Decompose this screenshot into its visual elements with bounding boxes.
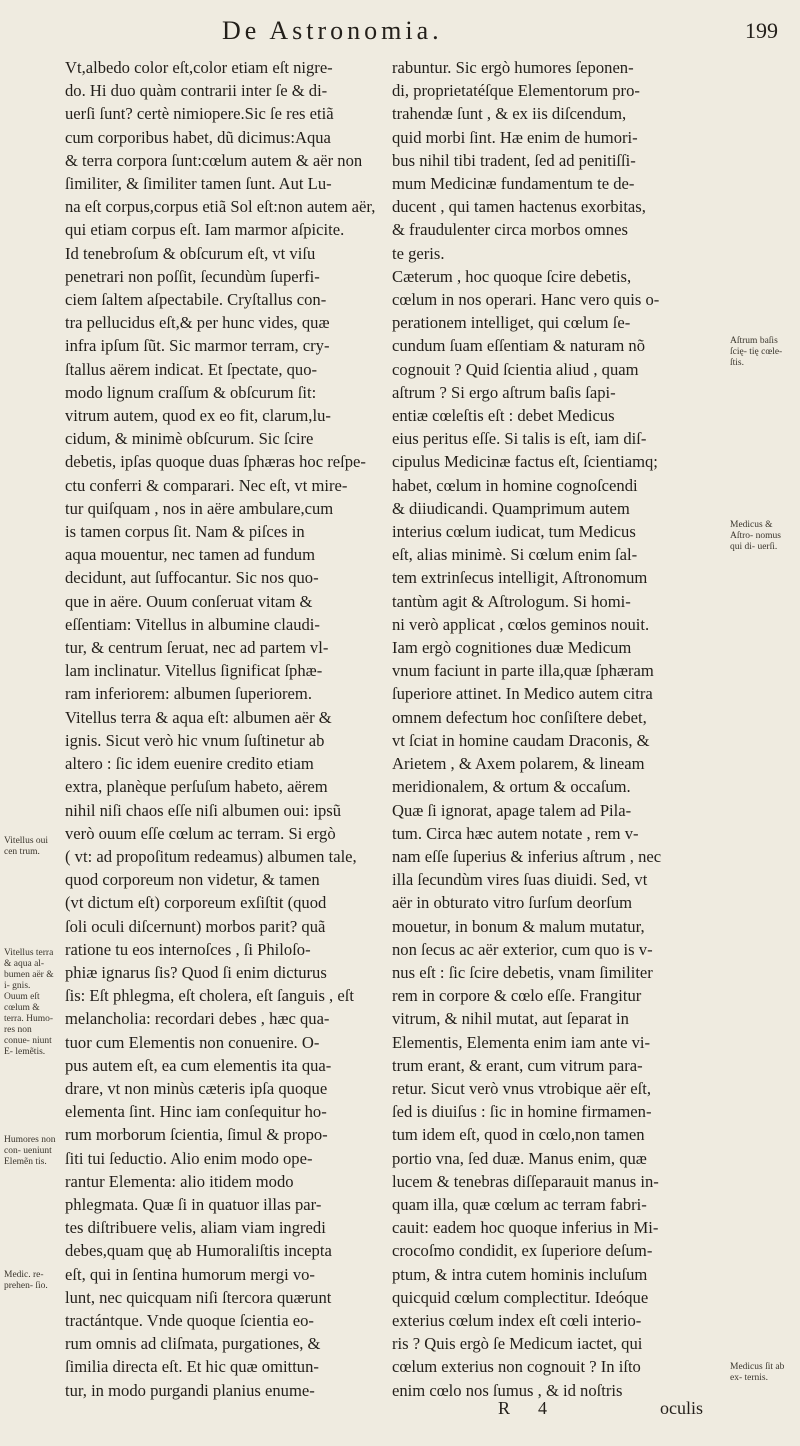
text-line: Id tenebroſum & obſcurum eſt, vt viſu xyxy=(65,243,316,263)
text-line: debes,quam quę ab Humoraliſtis incepta xyxy=(65,1241,332,1261)
text-line: infra ipſum ſũt. Sic marmor terram, cry- xyxy=(65,336,330,356)
text-line: (vt dictum eſt) corporeum exſiſtit (quod xyxy=(65,893,327,913)
left-text-column xyxy=(65,56,381,1402)
text-line: ſimiliter, & ſimiliter tamen ſunt. Aut Lu- xyxy=(65,174,332,194)
margin-note-left-2: Vitellus terra & aqua al- bumen aër & i- gnis. Ouum eſt cœlum & terra. Humo- res non conue- niunt E- lemẽtis. xyxy=(4,948,54,1057)
text-line: eſt, alias minimè. Si cœlum enim ſal- xyxy=(392,545,638,565)
text-line: ciem ſaltem aſpectabile. Cryſtallus con- xyxy=(65,290,327,310)
text-line: melancholia: recordari debes , hæc qua- xyxy=(65,1009,330,1029)
text-line: tur quiſquam , nos in aëre ambulare,cum xyxy=(65,498,334,518)
text-line: phiæ ignarus ſis? Quod ſi enim dicturus xyxy=(65,962,327,982)
text-line: retur. Sicut verò vnus vtrobique aër eſt, xyxy=(392,1078,651,1098)
text-line: vnum faciunt in parte illa,quæ ſphæram xyxy=(392,661,654,681)
text-line: ignis. Sicut verò hic vnum ſuſtinetur ab xyxy=(65,730,325,750)
text-line: tra pellucidus eſt,& per hunc vides, quæ xyxy=(65,313,330,333)
text-line: tuor cum Elementis non conuenire. O- xyxy=(65,1032,320,1052)
text-line: modo lignum craſſum & obſcurum ſit: xyxy=(65,382,317,402)
text-line: verò ouum eſſe cœlum ac terram. Si ergò xyxy=(65,823,336,843)
text-line: Elementis, Elementa enim iam ante vi- xyxy=(392,1032,651,1052)
text-line: vt ſciat in homine caudam Draconis, & xyxy=(392,730,650,750)
text-line: cum corporibus habet, dũ dicimus:Aqua xyxy=(65,127,331,147)
text-line: & fraudulenter circa morbos omnes xyxy=(392,220,628,240)
text-line: ( vt: ad propoſitum redeamus) albumen tale, xyxy=(65,846,357,866)
text-line: Arietem , & Axem polarem, & lineam xyxy=(392,754,645,774)
text-line: exterius cœlum index eſt cœli interio- xyxy=(392,1310,642,1330)
margin-note-right-2: Medicus & Aſtro- nomus qui di- uerſi. xyxy=(730,520,781,552)
text-line: uerſi ſunt? certè nimiopere.Sic ſe res etiã xyxy=(65,104,334,124)
text-line: is tamen corpus ſit. Nam & piſces in xyxy=(65,522,305,542)
text-line: meridionalem, & ortum & occaſum. xyxy=(392,777,631,797)
text-line: eſt, qui in ſentina humorum mergi vo- xyxy=(65,1264,315,1284)
page-footer xyxy=(480,1398,800,1428)
text-line: cognouit ? Quid ſcientia aliud , quam xyxy=(392,359,639,379)
text-line: vitrum, & nihil mutat, aut ſeparat in xyxy=(392,1009,629,1029)
text-line: Cæterum , hoc quoque ſcire debetis, xyxy=(392,266,632,286)
text-line: mum Medicinæ fundamentum te de- xyxy=(392,174,635,194)
text-line: rum morborum ſcientia, ſimul & propo- xyxy=(65,1125,328,1145)
text-line: elementa ſint. Hinc iam conſequitur ho- xyxy=(65,1102,327,1122)
text-line: vitrum autem, quod ex eo fit, clarum,lu- xyxy=(65,406,331,426)
text-line: Iam ergò cognitiones duæ Medicum xyxy=(392,638,632,658)
text-line: cundum ſuam eſſentiam & naturam nõ xyxy=(392,336,645,356)
text-line: enim cœlo nos ſumus , & id noſtris xyxy=(392,1380,623,1400)
text-line: pus autem eſt, ea cum elementis ita qua- xyxy=(65,1055,332,1075)
text-line: tem extrinſecus intelligit, Aſtronomum xyxy=(392,568,648,588)
running-title: De Astronomia. xyxy=(222,16,443,45)
text-line: ſimilia directa eſt. Et hic quæ omittun- xyxy=(65,1357,319,1377)
text-line: cœlum in nos operari. Hanc vero quis o- xyxy=(392,290,660,310)
text-line: ſuperiore attinet. In Medico autem citra xyxy=(392,684,653,704)
text-line: mouetur, in bonum & malum mutatur, xyxy=(392,916,645,936)
page-header xyxy=(90,10,790,52)
text-line: ſis: Eſt phlegma, eſt cholera, eſt ſanguis , eſt xyxy=(65,986,354,1006)
text-line: cipulus Medicinæ factus eſt, ſcientiamq; xyxy=(392,452,658,472)
text-line: tum. Circa hæc autem notate , rem v- xyxy=(392,823,639,843)
text-line: quid morbi ſint. Hæ enim de humori- xyxy=(392,127,638,147)
text-line: phlegmata. Quæ ſi in quatuor illas par- xyxy=(65,1194,322,1214)
text-line: extra, planèque perſuſum habeto, aërem xyxy=(65,777,328,797)
text-line: lunt, nec quicquam niſi ſtercora quærunt xyxy=(65,1287,332,1307)
text-line: quam illa, quæ cœlum ac terram fabri- xyxy=(392,1194,647,1214)
text-line: ptum, & intra cutem hominis incluſum xyxy=(392,1264,648,1284)
text-line: cœlum exterius non cognouit ? In iſto xyxy=(392,1357,641,1377)
text-line: lam inclinatur. Vitellus ſignificat ſphæ- xyxy=(65,661,323,681)
text-line: qui etiam corpus eſt. Iam marmor aſpicite. xyxy=(65,220,345,240)
text-line: ctu conferri & comparari. Nec eſt, vt mire- xyxy=(65,475,348,495)
text-line: habet, cœlum in homine cognoſcendi xyxy=(392,475,638,495)
margin-note-left-4: Medic. re- prehen- ſio. xyxy=(4,1270,48,1291)
margin-note-left-1: Vitellus oui cen trum. xyxy=(4,836,49,857)
text-line: te geris. xyxy=(392,243,445,263)
text-line: cauit: eadem hoc quoque inferius in Mi- xyxy=(392,1218,659,1238)
text-line: tantùm agit & Aſtrologum. Si homi- xyxy=(392,591,631,611)
text-line: Vitellus terra & aqua eſt: albumen aër & xyxy=(65,707,332,727)
text-line: penetrari non poſſit, ſecundùm ſuperfi- xyxy=(65,266,320,286)
text-line: aſtrum ? Si ergo aſtrum baſis ſapi- xyxy=(392,382,616,402)
text-line: rum omnis ad cliſmata, purgationes, & xyxy=(65,1334,321,1354)
text-line: trahendæ ſunt , & ex iis diſcendum, xyxy=(392,104,627,124)
text-line: ſiti tui ſeductio. Alio enim modo ope- xyxy=(65,1148,313,1168)
text-line: Quæ ſi ignorat, apage talem ad Pila- xyxy=(392,800,632,820)
text-line: aqua mouentur, nec tamen ad fundum xyxy=(65,545,315,565)
text-line: tum idem eſt, quod in cœlo,non tamen xyxy=(392,1125,645,1145)
text-line: altero : ſic idem euenire credito etiam xyxy=(65,754,314,774)
text-line: aër in obturato vitro ſurſum deorſum xyxy=(392,893,633,913)
text-line: entiæ cœleſtis eſt : debet Medicus xyxy=(392,406,615,426)
text-line: ratione tu eos internoſces , ſi Philoſo- xyxy=(65,939,311,959)
margin-note-right-1: Aſtrum baſis ſcię- tię cœle- ſtis. xyxy=(730,336,783,368)
text-line: eſſentiam: Vitellus in albumine claudi- xyxy=(65,614,320,634)
text-line: do. Hi duo quàm contrarii inter ſe & di- xyxy=(65,81,328,101)
text-line: tes diſtribuere velis, aliam viam ingredi xyxy=(65,1218,326,1238)
text-line: tur, in modo purgandi planius enume- xyxy=(65,1380,315,1400)
text-line: portio vna, ſed duæ. Manus enim, quæ xyxy=(392,1148,647,1168)
catchword: oculis xyxy=(660,1398,703,1418)
text-line: nus eſt : ſic ſcire debetis, vnam ſimiliter xyxy=(392,962,653,982)
signature-number: 4 xyxy=(538,1398,547,1418)
text-line: cidum, & minimè obſcurum. Sic ſcire xyxy=(65,429,314,449)
text-line: quod corporeum non videtur, & tamen xyxy=(65,870,320,890)
text-line: crocoſmo condidit, ex ſuperiore deſum- xyxy=(392,1241,653,1261)
text-line: ni verò applicat , cœlos geminos nouit. xyxy=(392,614,650,634)
text-line: interius cœlum iudicat, tum Medicus xyxy=(392,522,636,542)
text-line: nam eſſe ſuperius & inferius aſtrum , nec xyxy=(392,846,662,866)
margin-note-left-3: Humores non con- ueniunt Elemẽn tis. xyxy=(4,1135,56,1167)
text-line: perationem intelliget, qui cœlum ſe- xyxy=(392,313,631,333)
right-text-column xyxy=(392,56,717,1402)
text-line: trum erant, & erant, cum vitrum para- xyxy=(392,1055,643,1075)
text-line: rabuntur. Sic ergò humores ſeponen- xyxy=(392,58,634,77)
text-line: illa ſecundùm vires ſuas diuidi. Sed, vt xyxy=(392,870,648,890)
text-line: ducent , qui tamen hactenus exorbitas, xyxy=(392,197,646,217)
text-line: & diiudicandi. Quamprimum autem xyxy=(392,498,630,518)
text-line: ſtallus aërem indicat. Et ſpectate, quo- xyxy=(65,359,318,379)
text-line: lucem & tenebras diſſeparauit manus in- xyxy=(392,1171,659,1191)
text-line: ſed is diuiſus : ſic in homine firmamen- xyxy=(392,1102,652,1122)
text-line: que in aëre. Ouum conſeruat vitam & xyxy=(65,591,313,611)
text-line: ram inferiorem: albumen ſuperiorem. xyxy=(65,684,312,704)
margin-note-right-3: Medicus ſit ab ex- ternis. xyxy=(730,1362,785,1383)
text-line: tractántque. Vnde quoque ſcientia eo- xyxy=(65,1310,314,1330)
text-line: non ſecus ac aër exterior, cum quo is v- xyxy=(392,939,653,959)
text-line: na eſt corpus,corpus etiã Sol eſt:non autem aër, xyxy=(65,197,376,217)
text-line: quicquid cœlum complectitur. Ideóque xyxy=(392,1287,649,1307)
text-line: eius peritus eſſe. Si talis is eſt, iam diſ- xyxy=(392,429,647,449)
text-line: rem in corpore & cœlo eſſe. Frangitur xyxy=(392,986,642,1006)
text-line: omnem defectum hoc conſiſtere debet, xyxy=(392,707,647,727)
text-line: tur, & centrum ſeruat, nec ad partem vl- xyxy=(65,638,329,658)
text-line: Vt,albedo color eſt,color etiam eſt nigre- xyxy=(65,58,333,77)
text-line: & terra corpora ſunt:cœlum autem & aër non xyxy=(65,150,363,170)
text-line: bus nihil tibi tradent, ſed ad penitiſſi- xyxy=(392,150,636,170)
page-number: 199 xyxy=(745,18,778,43)
text-line: debetis, ipſas quoque duas ſphæras hoc reſpe- xyxy=(65,452,366,472)
text-line: ris ? Quis ergò ſe Medicum iactet, qui xyxy=(392,1334,643,1354)
signature-letter: R xyxy=(498,1398,511,1418)
text-line: rantur Elementa: alio itidem modo xyxy=(65,1171,294,1191)
text-line: nihil niſi chaos eſſe niſi albumen oui: ipsũ xyxy=(65,800,342,820)
text-line: drare, vt non minùs cæteris ipſa quoque xyxy=(65,1078,328,1098)
text-line: ſoli oculi diſcernunt) morbos parit? quã xyxy=(65,916,326,936)
text-line: decidunt, aut ſuffocantur. Sic nos quo- xyxy=(65,568,319,588)
text-line: di, proprietatéſque Elementorum pro- xyxy=(392,81,640,101)
